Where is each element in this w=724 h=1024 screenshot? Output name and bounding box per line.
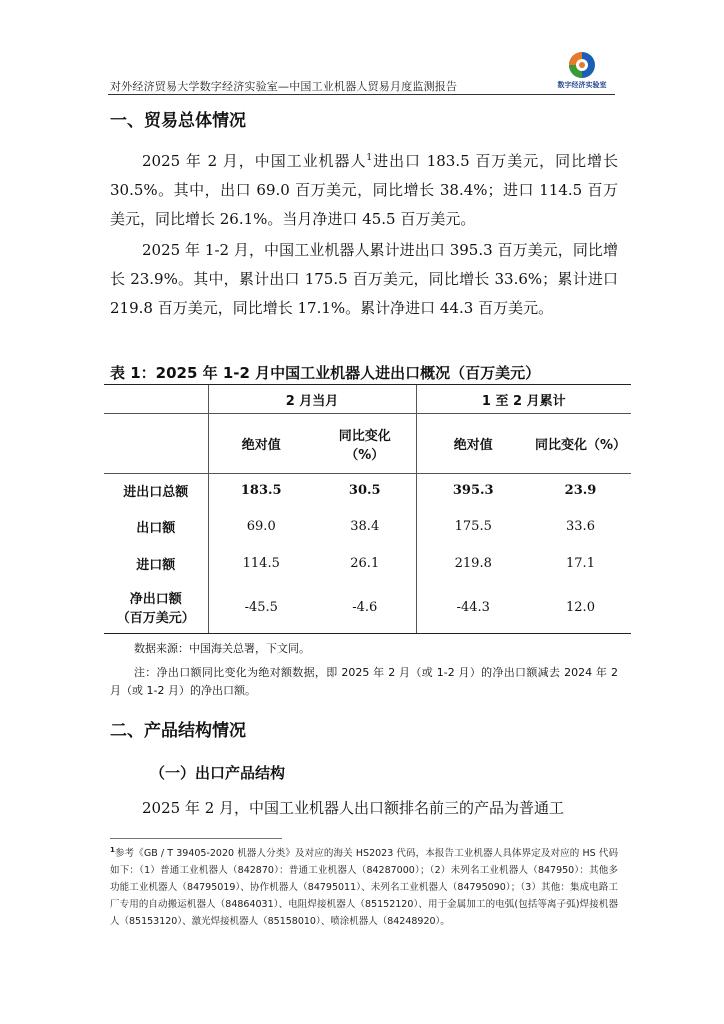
paragraph-monthly-a: 2025 年 2 月，中国工业机器人 [142,152,367,170]
cell-value: 183.5 [208,474,314,508]
cell-value: -45.5 [208,582,314,634]
cell-value: 12.0 [530,582,631,634]
footnote [110,842,618,930]
cell-value: 38.4 [350,519,380,534]
table-row [104,508,631,546]
footnote-marker: 1 [110,846,115,854]
footnote-rule [110,838,282,839]
table-group-header-row [104,385,631,414]
row-label: 进口额 [136,558,176,573]
running-header: 对外经济贸易大学数字经济实验室—中国工业机器人贸易月度监测报告 [110,80,458,93]
cell-value: 175.5 [416,508,530,546]
row-label: 进出口总额 [123,485,189,501]
cell-value: 114.5 [208,546,314,582]
cell-value: 23.9 [564,483,597,499]
row-label-line1: 净出口额 [129,592,182,608]
section-heading-overall: 一、贸易总体情况 [110,111,246,131]
col-header-chg-cum: 同比变化（%） [530,414,631,474]
cell-value: -4.6 [314,582,416,634]
section-heading-structure: 二、产品结构情况 [110,721,246,741]
row-label-line2: （百万美元） [116,611,195,627]
subsection-heading-export: （一）出口产品结构 [150,764,286,782]
paragraph-monthly-b: 进出口 183.5 百万美元，同比增长 30.5%。其中，出口 69.0 百万美元，同比增长 38.4%；进口 114.5 百万美元，同比增长 26.1%。当月净进口 45.5 百万美元。 [110,152,618,228]
header-rule [108,94,615,95]
table-note: 注：净出口额同比变化为绝对额数据，即 2025 年 2 月（或 1-2 月）的净出口额减去 2024 年 2 月（或 1-2 月）的净出口额。 [110,666,618,697]
footnote-ref[interactable]: 1 [366,153,373,163]
data-source: 数据来源：中国海关总署，下文同。 [134,642,310,655]
lab-logo-icon [548,50,616,82]
trade-table [104,384,631,634]
table-row [104,582,631,634]
cell-value: -44.3 [416,582,530,634]
cell-value: 30.5 [348,483,381,499]
cell-value: 219.8 [416,546,530,582]
paragraph-monthly [110,144,618,234]
cell-value: 26.1 [350,556,380,571]
col-header-chg-month [314,414,416,474]
footnote-text: 参考《GB / T 39405-2020 机器人分类》及对应的海关 HS2023 代码，本报告工业机器人具体界定及对应的 HS 代码如下：（1）普通工业机器人（842870）：普通工业机器人（84287000）；（2）未列名工业机器人（847950）：其他多功能工业机器人（84795019）、协作机器人（84795011）、未列名工业机器人（84795090）；（3）其他：集成电路工厂专用的自动搬运机器人（84864031）、电阻焊接机器人（85152120）、用于金属加工的电弧(包括等离子弧)焊接机器人（85153120）、激光焊接机器人（85158010）、喷涂机器人（84248920）。 [110,848,618,928]
col-header-abs-cum: 绝对值 [416,414,530,474]
table-row [104,474,631,508]
cell-value: 33.6 [566,519,595,534]
table-column-header-row [104,414,631,474]
col-header-chg-month-line1: 同比变化 [338,428,391,444]
group-header-month: 2 月当月 [208,385,416,414]
col-header-chg-month-line2: （%） [345,447,385,463]
group-header-cumulative: 1 至 2 月累计 [416,385,631,414]
row-label [104,582,208,634]
row-label: 出口额 [136,521,176,536]
lab-logo [548,50,616,90]
paragraph-export-structure: 2025 年 2 月，中国工业机器人出口额排名前三的产品为普通工 [142,799,565,817]
cell-value: 395.3 [416,474,530,508]
table-row [104,546,631,582]
logo-text: 数字经济实验室 [557,81,607,89]
cell-value: 17.1 [566,556,595,571]
paragraph-cumulative: 2025 年 1-2 月，中国工业机器人累计进出口 395.3 百万美元，同比增长 23.9%。其中，累计出口 175.5 百万美元，同比增长 33.6%；累计进口 219.8 百万美元，同比增长 17.1%。累计净进口 44.3 百万美元。 [110,241,618,317]
table-caption: 表 1：2025 年 1-2 月中国工业机器人进出口概况（百万美元） [110,364,541,382]
col-header-abs-month: 绝对值 [208,414,314,474]
cell-value: 69.0 [208,508,314,546]
